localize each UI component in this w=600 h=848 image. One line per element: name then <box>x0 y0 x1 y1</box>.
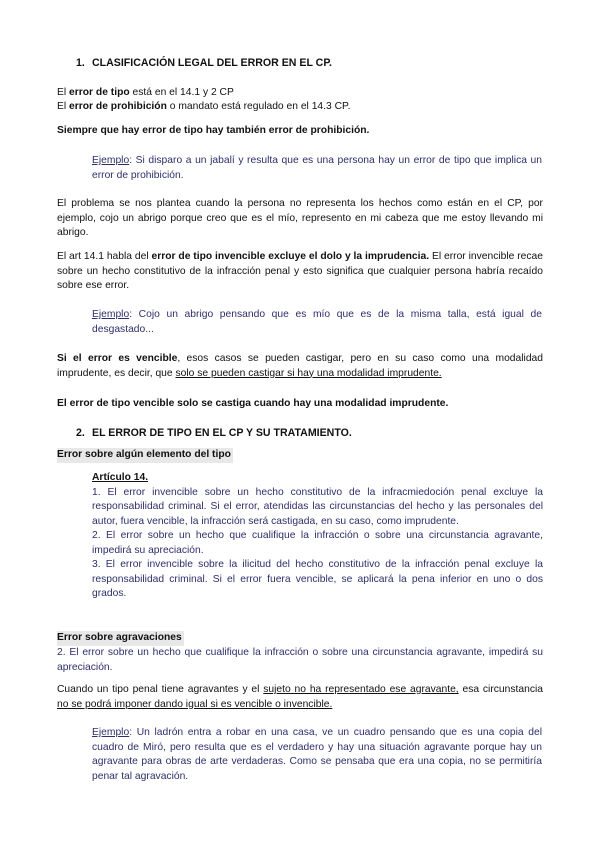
article-paragraph-2: 2. El error sobre un hecho que cualifique la infracción o sobre una circunstancia agravante, impedirá su apreciación. <box>92 530 543 556</box>
vencible-summary: El error de tipo vencible solo se castiga cuando hay una modalidad imprudente. <box>57 398 449 409</box>
underlined-text: sujeto no ha representado ese agravante, <box>263 684 459 695</box>
article-14-block <box>92 471 543 602</box>
example-text: : Cojo un abrigo pensando que es mío que es de la misma talla, está igual de desgastado... <box>92 309 542 335</box>
agravaciones-paragraph <box>57 683 543 712</box>
example-label: Ejemplo <box>92 155 130 166</box>
example-text: : Si disparo a un jabalí y resulta que es una persona hay un error de tipo que implica un error de prohibición. <box>92 155 542 181</box>
example-label: Ejemplo <box>92 727 130 738</box>
example-2 <box>92 308 542 337</box>
text-run: El <box>57 87 70 98</box>
bold-term: Si el error es vencible <box>57 353 178 364</box>
article-paragraph-1: 1. El error invencible sobre un hecho constitutivo de la infracmiedoción penal excluye la responsabilidad criminal. Si el error, atendidas las circunstancias del hecho y las personales del autor, fuera vencible, la infracción será castigada, en su caso, como imprudente. <box>92 486 543 527</box>
underlined-text: no se podrá imponer dando igual si es vencible o invencible. <box>57 698 333 710</box>
bold-term: error de tipo invencible excluye el dolo y la imprudencia. <box>151 251 430 262</box>
text-run: El <box>57 101 70 112</box>
bold-term: error de tipo <box>69 87 130 98</box>
example-label: Ejemplo <box>92 309 130 320</box>
intro-line-1 <box>57 86 543 101</box>
subheading-error-agravaciones <box>57 631 543 646</box>
example-3 <box>92 726 542 784</box>
text-run: El art 14.1 habla del <box>57 251 152 262</box>
bold-term: error de prohibición <box>69 101 167 112</box>
section-number: 1. <box>76 57 85 69</box>
always-statement: Siempre que hay error de tipo hay también error de prohibición. <box>57 125 370 136</box>
text-run: El error invencible recae sobre un hecho constitutivo de la infracción penal y esto significa que cualquier persona habría recaído sobre ese error. <box>57 251 544 291</box>
article-paragraph-3: 3. El error invencible sobre la ilicitud del hecho constitutivo de la infracción penal excluye la responsabilidad criminal. Si el error fuera vencible, se aplicará la pena inferior en uno o dos grados. <box>92 559 543 599</box>
section-title: EL ERROR DE TIPO EN EL CP Y SU TRATAMIENTO. <box>92 427 352 439</box>
section-number: 2. <box>76 427 85 439</box>
vencible-paragraph <box>57 352 543 381</box>
section-heading-2 <box>76 426 562 441</box>
text-run: , esos casos se pueden castigar, pero en su caso como una modalidad imprudente, es decir, que <box>57 353 543 379</box>
intro-line-2 <box>57 100 543 115</box>
underlined-text: solo se pueden castigar si hay una modalidad imprudente. <box>175 367 442 379</box>
section-heading-1 <box>76 56 562 71</box>
text-run: o mandato está regulado en el 14.3 CP. <box>166 101 351 112</box>
text-run: está en el 14.1 y 2 CP <box>129 87 234 98</box>
example-text: : Un ladrón entra a robar en una casa, ve un cuadro pensando que es una copia del cuadro de Miró, pero resulta que es el verdadero y hay una situación agravante porque hay un agravante para obras de arte verdaderas. Como se pensaba que era una copia, no se permitiría penar tal agravación. <box>92 727 542 782</box>
text-run: Cuando un tipo penal tiene agravantes y el <box>57 684 264 695</box>
text-run: esa circunstancia <box>458 684 543 695</box>
agravaciones-quote: 2. El error sobre un hecho que cualifique la infracción o sobre una circunstancia agravante, impedirá su apreciación. <box>57 647 543 673</box>
example-1 <box>92 154 542 183</box>
subheading-text: Error sobre algún elemento del tipo <box>57 448 233 463</box>
section-title: CLASIFICACIÓN LEGAL DEL ERROR EN EL CP. <box>92 57 332 69</box>
article-title: Artículo 14. <box>92 472 149 483</box>
art-14-1-paragraph <box>57 250 543 294</box>
subheading-error-elemento <box>57 448 543 463</box>
subheading-text: Error sobre agravaciones <box>57 631 184 646</box>
problem-paragraph: El problema se nos plantea cuando la persona no representa los hechos como están en el CP, por ejemplo, cojo un abrigo porque creo que es el mío, represento en mi cabeza que me estoy llevando mi abrigo. <box>57 198 543 238</box>
